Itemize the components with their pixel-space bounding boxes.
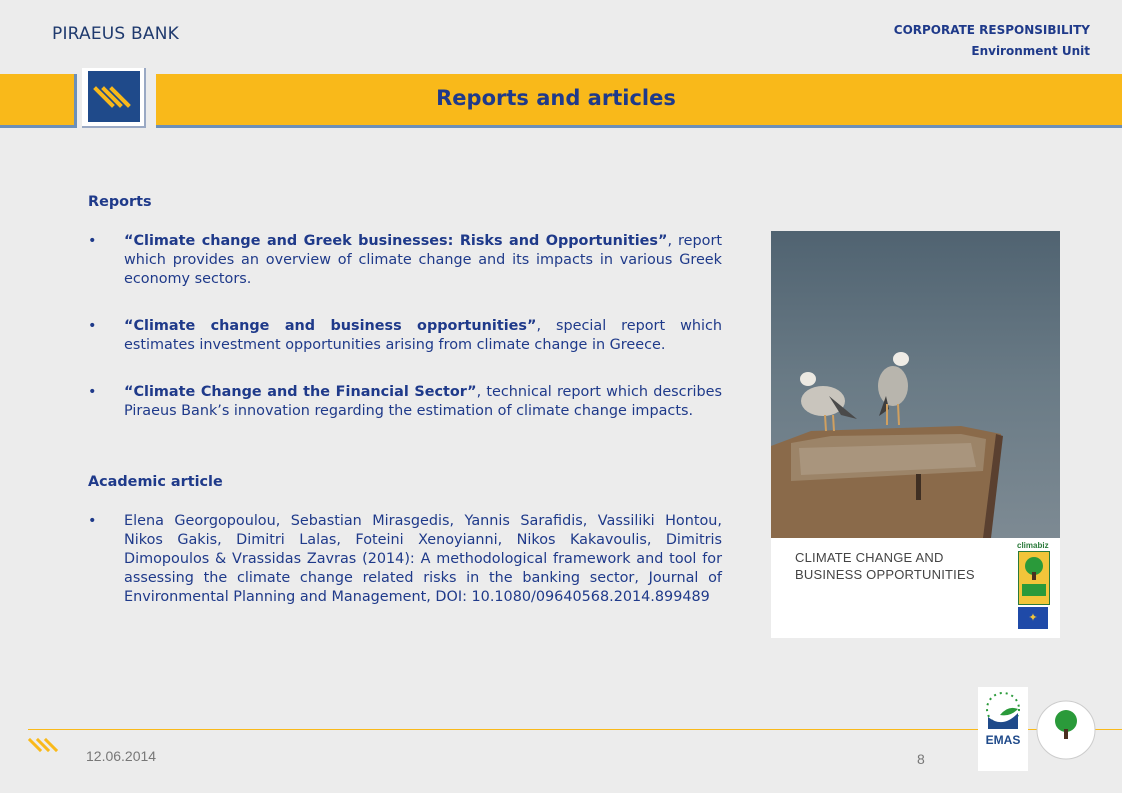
academic-list [88, 512, 722, 607]
footer-date: 12.06.2014 [86, 748, 157, 764]
climabiz-logo: climabiz [1017, 541, 1049, 550]
cover-title-line1: CLIMATE CHANGE AND [795, 550, 944, 565]
report-item [88, 232, 722, 289]
report-description: , report which provides an overview of climate change and its impacts in various Greek economy sectors. [124, 233, 723, 287]
emas-logo [978, 687, 1028, 771]
tree-icon [1019, 552, 1049, 604]
report-item [88, 317, 722, 355]
bank-logo-mark [88, 71, 140, 122]
main-content [88, 193, 722, 607]
reports-list [88, 232, 722, 421]
bank-logo [82, 68, 146, 128]
report-cover-image [771, 231, 1060, 638]
report-item [88, 383, 722, 421]
brand-name: PIRAEUS BANK [52, 24, 179, 44]
corporate-header [894, 20, 1090, 62]
report-title: “Climate change and business opportunities” [124, 318, 537, 334]
academic-item: • Elena Georgopoulou, Sebastian Mirasgedis, Yannis Sarafidis, Vassiliki Hontou, Nikos Gakis, Dimitri Lalas, Foteini Xenoyianni, Nikos Kakavoulis, Dimitris Dimopoulos & Vrassidas Zavras (2014): A methodological framework and tool for assessing the climate change related risks in the banking sector, Journal of Environmental Planning and Management, DOI: 10.1080/09640568.2014.899489 [88, 512, 722, 607]
seagulls-boat-photo [771, 231, 1060, 538]
eu-flag-icon: ✦ [1018, 607, 1048, 629]
corporate-unit: Environment Unit [971, 44, 1090, 58]
cover-title-line2: BUSINESS OPPORTUNITIES [795, 567, 975, 582]
corporate-title: CORPORATE RESPONSIBILITY [893, 23, 1090, 37]
emas-label: EMAS [985, 733, 1021, 747]
green-banking-logo [1035, 699, 1097, 761]
footer-logo-mark [28, 736, 64, 763]
report-title: “Climate change and Greek businesses: Risks and Opportunities” [124, 233, 668, 249]
cover-title [795, 549, 975, 583]
green-banking-badge [1018, 551, 1050, 605]
report-description: , technical report which describes Piraeus Bank’s innovation regarding the estimation of climate change impacts. [124, 384, 722, 419]
yellow-accent-block [0, 74, 77, 128]
page-number: 8 [917, 751, 925, 767]
academic-heading: Academic article [88, 474, 223, 490]
page-title: Reports and articles [436, 86, 676, 110]
report-title: “Climate Change and the Financial Sector” [124, 384, 477, 400]
report-description: , special report which estimates investment opportunities arising from climate change in Greece. [124, 318, 722, 353]
reports-heading: Reports [88, 194, 152, 210]
footer-divider [28, 729, 1122, 730]
